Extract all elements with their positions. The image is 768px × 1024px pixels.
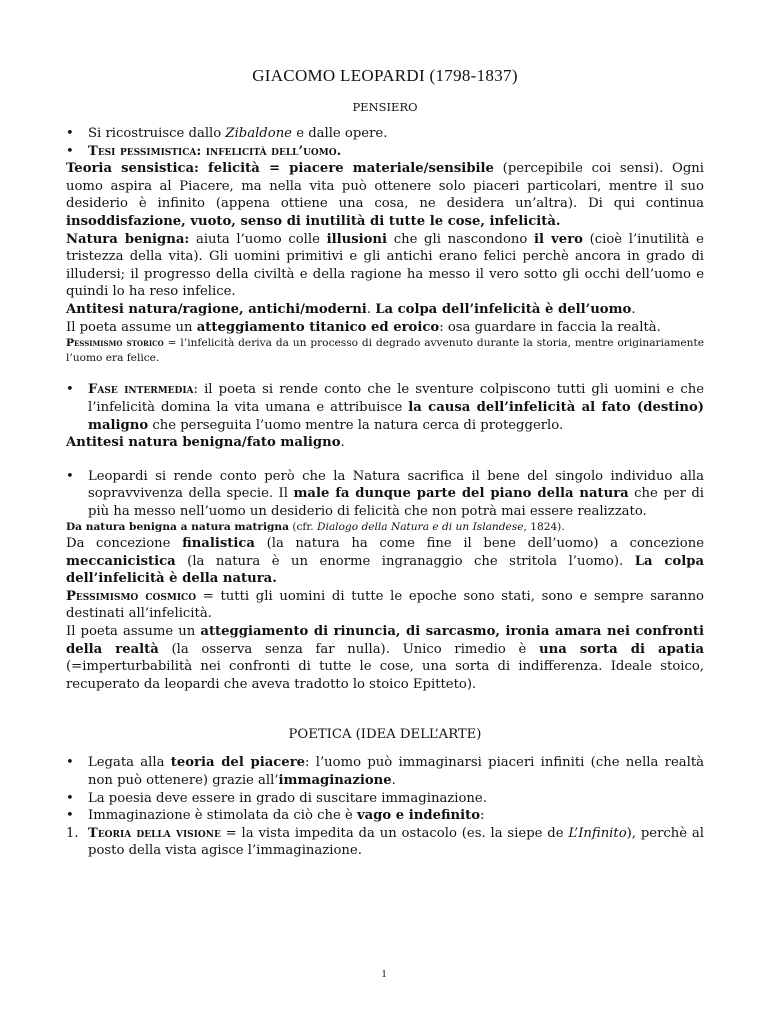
bullet-glyph: • — [66, 468, 74, 484]
paragraph-antitesi-fato: Antitesi natura benigna/fato maligno. — [66, 435, 345, 451]
paragraph-concezione-finalistica: Da concezione finalistica (la natura ha come fine il bene dell’uomo) a concezione meccanicistica (la natura è un enorme ingranaggio che stritola l’uomo). La colpa dell’infelicità è della natura. — [66, 536, 704, 587]
numbered-item-teoria-visione: 1. Teoria della visione = la vista impedita da un ostacolo (es. la siepe de L’Infinito), perchè al posto della vista agisce l’immaginazione. — [66, 825, 704, 859]
spacer — [66, 365, 704, 381]
paragraph-atteggiamento-titanico: Il poeta assume un atteggiamento titanico ed eroico: osa guardare in faccia la realtà. — [66, 319, 661, 335]
page-number: 1 — [381, 968, 387, 980]
section-heading-pensiero: PENSIERO — [352, 100, 418, 114]
section-heading-poetica: POETICA (IDEA DELL’ARTE) — [288, 727, 482, 743]
paragraph-pessimismo-storico: Pessimismo storico = l’infelicità deriva da un processo di degrado avvenuto durante la storia, mentre originariamente l’uomo era felice. — [66, 337, 704, 364]
spacer — [66, 693, 704, 711]
bullet-fase-intermedia: • Fase intermedia: il poeta si rende conto che le sventure colpiscono tutti gli uomini e che l’infelicità domina la vita umana e attribuisce la causa dell’infelicità al fato (destino) maligno che perseguita l’uomo mentre la natura cerca di proteggerlo. — [66, 382, 705, 433]
bullet-tesi-pessimistica: • Tesi pessimistica: infelicità dell’uomo. — [66, 143, 342, 159]
bullet-vago-indefinito: • Immaginazione è stimolata da ciò che è vago e indefinito: — [66, 808, 485, 824]
list-number: 1. — [66, 825, 79, 841]
paragraph-natura-matrigna: Da natura benigna a natura matrigna (cfr. Dialogo della Natura e di un Islandese, 1824). — [66, 521, 565, 534]
spacer — [66, 452, 704, 468]
paragraph-teoria-sensistica: Teoria sensistica: felicità = piacere materiale/sensibile (percepibile coi sensi). Ogni uomo aspira al Piacere, ma nella vita può ottenere solo piaceri particolari, mentre il suo desiderio è infinito (appena ottiene una cosa, ne desidera un’altra). Di qui continua insoddisfazione, vuoto, senso di inutilità di tutte le cose, infelicità. — [66, 161, 704, 229]
bullet-glyph: • — [66, 755, 74, 771]
bullet-poesia-immaginazione: • La poesia deve essere in grado di suscitare immaginazione. — [66, 790, 487, 806]
bullet-glyph: • — [66, 808, 74, 824]
bullet-glyph: • — [66, 126, 74, 141]
bullet-natura-sacrifica: • Leopardi si rende conto però che la Natura sacrifica il bene del singolo individuo alla sopravvivenza della specie. Il male fa dunque parte del piano della natura che per di più ha messo nell’uomo un desiderio di felicità che non potrà mai essere realizzato. — [66, 468, 704, 519]
spacer — [66, 711, 704, 727]
bullet-zibaldone: • Si ricostruisce dallo Zibaldone e dalle opere. — [66, 126, 388, 141]
paragraph-antitesi-natura-ragione: Antitesi natura/ragione, antichi/moderni. La colpa dell’infelicità è dell’uomo. — [66, 301, 636, 317]
bullet-glyph: • — [66, 143, 74, 159]
document-page — [66, 66, 704, 860]
bullet-glyph: • — [66, 382, 74, 398]
document-title: GIACOMO LEOPARDI (1798-1837) — [252, 66, 518, 85]
paragraph-pessimismo-cosmico: Pessimismo cosmico = tutti gli uomini di tutte le epoche sono stati, sono e sempre saranno destinati all’infelicità. — [66, 588, 704, 622]
paragraph-natura-benigna: Natura benigna: aiuta l’uomo colle illusioni che gli nascondono il vero (cioè l’inutilità e tristezza della vita). Gli uomini primitivi e gli antichi erano felici perchè ancora in grado di illudersi; il progresso della civiltà e della ragione ha messo il vero sotto gli occhi dell’uomo e quindi lo ha reso infelice. — [66, 231, 704, 300]
bullet-teoria-piacere: • Legata alla teoria del piacere: l’uomo può immaginarsi piaceri infiniti (che nella realtà non può ottenere) grazie all’immaginazione. — [66, 755, 705, 788]
paragraph-atteggiamento-rinuncia: Il poeta assume un atteggiamento di rinuncia, di sarcasmo, ironia amara nei confronti della realtà (la osserva senza far nulla). Unico rimedio è una sorta di apatia (=imperturbabilità nei confronti di tutte le cose, una sorta di indifferenza. Ideale stoico, recuperato da leopardi che aveva tradotto lo stoico Epitteto). — [66, 624, 705, 692]
bullet-glyph: • — [66, 790, 74, 806]
